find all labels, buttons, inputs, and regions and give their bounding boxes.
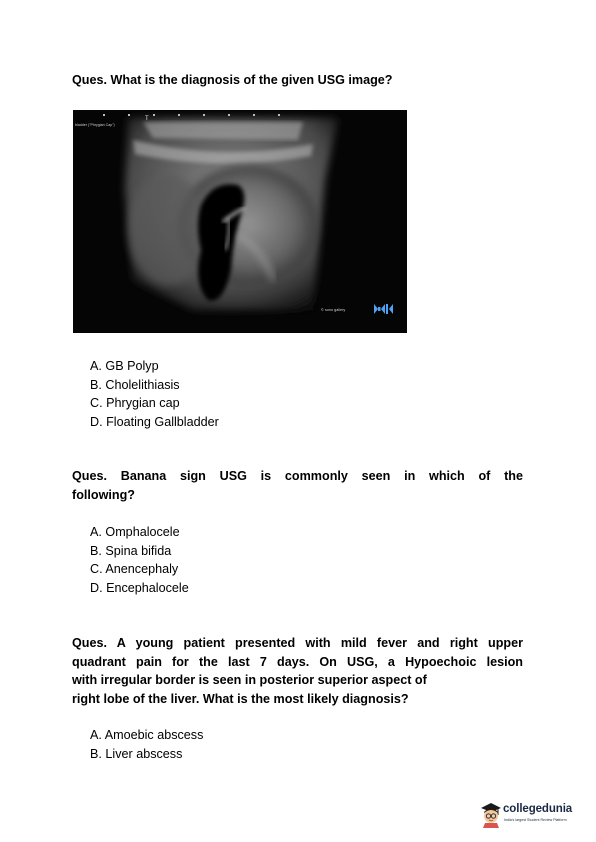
question-3-options xyxy=(90,726,203,763)
question-1-option-b: B. Cholelithiasis xyxy=(90,377,180,392)
question-3-option-a: A. Amoebic abscess xyxy=(90,728,204,742)
question-2-options xyxy=(90,523,189,597)
question-1 xyxy=(72,71,523,90)
question-3-line-4: right lobe of the liver. What is the most likely diagnosis? xyxy=(72,691,409,706)
question-2-option-a: A. Omphalocele xyxy=(90,525,180,539)
usg-scan-graphic xyxy=(73,110,407,333)
question-1-text: Ques. What is the diagnosis of the given USG image? xyxy=(72,73,393,87)
collegedunia-logo xyxy=(476,798,576,832)
question-2-option-c: C. Anencephaly xyxy=(90,562,179,577)
question-2 xyxy=(72,467,523,504)
usg-watermark: © sono gallery xyxy=(321,308,346,312)
question-3-line-2: quadrant pain for the last 7 days. On USG, a Hypoechoic lesion xyxy=(72,654,523,669)
question-3-line-1: Ques. A young patient presented with mild fever and right upper xyxy=(72,636,523,650)
question-1-options xyxy=(90,357,219,431)
student-mascot-icon xyxy=(479,800,503,828)
usg-image xyxy=(73,110,407,333)
brand-tagline: India's largest Student Review Platform xyxy=(504,818,567,822)
question-1-option-d: D. Floating Gallbladder xyxy=(90,414,219,429)
usg-caption: bladder ("Phrygian Cap") xyxy=(75,123,115,127)
question-2-option-d: D. Encephalocele xyxy=(90,580,189,595)
usg-marker: T xyxy=(145,116,149,122)
question-3 xyxy=(72,634,523,708)
question-3-option-b: B. Liver abscess xyxy=(90,746,183,761)
question-3-line-3: with irregular border is seen in posterior superior aspect of xyxy=(72,673,427,688)
question-1-option-c: C. Phrygian cap xyxy=(90,396,180,411)
brand-name: collegedunia xyxy=(503,803,573,815)
question-2-option-b: B. Spina bifida xyxy=(90,543,172,558)
question-2-line-1: Ques. Banana sign USG is commonly seen in which of the xyxy=(72,469,523,483)
question-2-line-2: following? xyxy=(72,487,135,502)
question-1-option-a: A. GB Polyp xyxy=(90,359,159,373)
